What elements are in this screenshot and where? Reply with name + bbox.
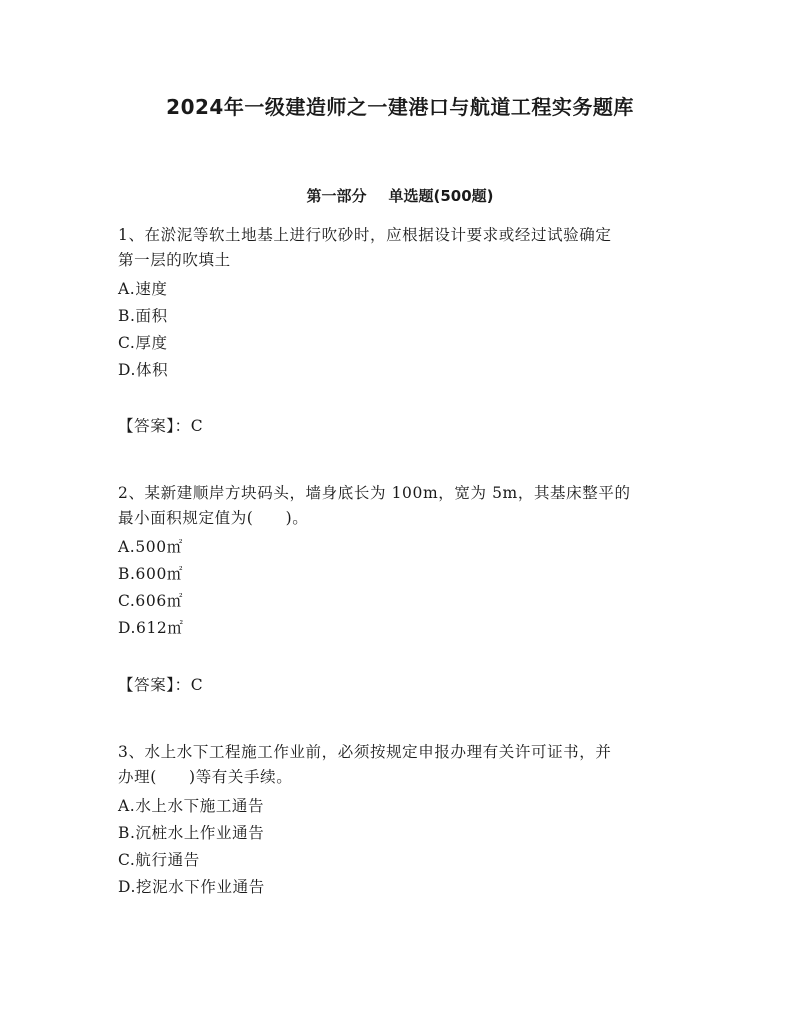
option-c: C.厚度 <box>118 334 168 352</box>
question-stem-line: 1、在淤泥等软土地基上进行吹砂时，应根据设计要求或经过试验确定 <box>118 226 612 244</box>
question-3 <box>118 740 688 901</box>
option-b: B.沉桩水上作业通告 <box>118 824 265 842</box>
question-stem <box>118 740 688 790</box>
option-d: D.挖泥水下作业通告 <box>118 878 265 896</box>
answer-value: C <box>190 676 204 694</box>
question-stem <box>118 223 688 273</box>
option-c: C.606㎡ <box>118 592 183 610</box>
option-a: A.水上水下施工通告 <box>118 797 265 815</box>
option-c: C.航行通告 <box>118 851 200 869</box>
section-heading <box>0 184 800 208</box>
answer-1 <box>118 414 203 438</box>
answer-label: 【答案】： <box>118 417 191 435</box>
question-stem-line: 最小面积规定值为( )。 <box>118 509 309 527</box>
question-stem-line: 2、某新建顺岸方块码头，墙身底长为 100m，宽为 5m，其基床整平的 <box>118 484 631 502</box>
option-b: B.600㎡ <box>118 565 184 583</box>
question-stem-line: 办理( )等有关手续。 <box>118 768 293 786</box>
option-d: D.612㎡ <box>118 619 184 637</box>
question-stem-line: 第一层的吹填土 <box>118 251 231 269</box>
option-d: D.体积 <box>118 361 169 379</box>
answer-value: C <box>190 417 204 435</box>
document-title: 2024年一级建造师之一建港口与航道工程实务题库 <box>166 95 634 119</box>
option-a: A.速度 <box>118 280 168 298</box>
question-stem-line: 3、水上水下工程施工作业前，必须按规定申报办理有关许可证书，并 <box>118 743 612 761</box>
question-2 <box>118 481 688 642</box>
option-b: B.面积 <box>118 307 168 325</box>
answer-label: 【答案】： <box>118 676 191 694</box>
option-list <box>118 793 688 901</box>
answer-2 <box>118 673 203 697</box>
option-list <box>118 534 688 642</box>
option-a: A.500㎡ <box>118 538 183 556</box>
question-1 <box>118 223 688 384</box>
question-stem <box>118 481 688 531</box>
option-list <box>118 276 688 384</box>
section-part-label: 第一部分 <box>306 187 367 205</box>
section-name-label: 单选题(500题) <box>388 187 494 205</box>
